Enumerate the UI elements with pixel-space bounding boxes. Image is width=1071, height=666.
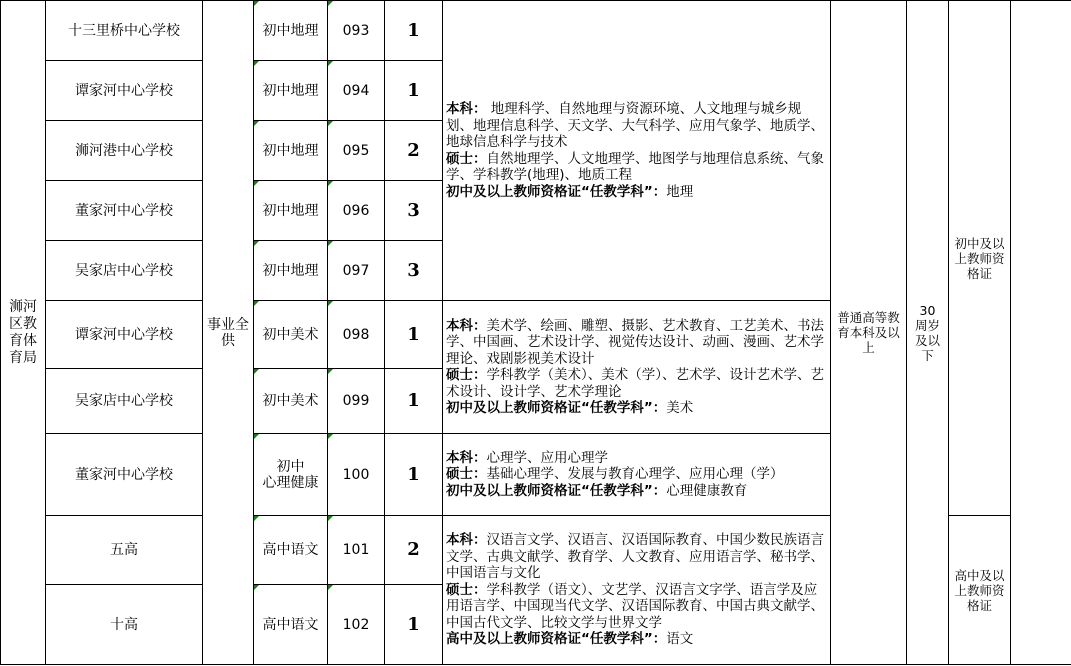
cert-subject: 语文 [666, 631, 694, 648]
school-cell: 吴家店中心学校 [46, 369, 203, 434]
ss-majors: 学科教学（语文）、文艺学、汉语言文字学、语言学及应用语言学、中国现当代文学、汉语国际教育、中国古典文献学、中国古代文学、比较文学与世界文学 [446, 581, 824, 631]
bk-label: 本科： [446, 317, 487, 334]
bk-majors: 地理科学、自然地理与资源环境、人文地理与城乡规划、地理信息科学、天文学、大气科学、应用气象学、地质学、地球信息科学与技术 [446, 101, 824, 150]
position-code: 097 [328, 241, 385, 301]
cert-label: 初中及以上教师资格证“任教学科”： [446, 400, 667, 416]
position-code: 096 [328, 181, 385, 241]
cert-label: 初中及以上教师资格证“任教学科”： [446, 183, 667, 200]
hire-count: 1 [385, 585, 443, 665]
education-label: 普通高等教育本科及以上 [837, 310, 900, 355]
school-cell: 吴家店中心学校 [46, 241, 203, 301]
bk-majors: 美术学、绘画、雕塑、摄影、艺术教育、工艺美术、书法学、中国画、艺术设计学、视觉传达设计、动画、漫画、艺术学理论、戏剧影视美术设计 [446, 317, 824, 367]
ss-label: 硕士： [446, 466, 487, 483]
subject-line-1: 初中 [276, 458, 305, 475]
bk-label: 本科： [446, 101, 487, 117]
subject-cell: 初中地理 [254, 181, 328, 241]
subject-cell: 初中美术 [254, 369, 328, 434]
cert-subject: 地理 [666, 183, 694, 200]
school-cell: 十高 [46, 585, 203, 665]
education-cell [831, 1, 907, 665]
ss-majors: 学科教学（美术）、美术（学）、艺术学、设计艺术学、艺术设计、设计学、艺术学理论 [446, 367, 824, 400]
position-code: 098 [328, 301, 385, 369]
position-code: 102 [328, 585, 385, 665]
bk-majors: 心理学、应用心理学 [486, 449, 608, 466]
position-code: 101 [328, 516, 385, 585]
bk-label: 本科： [446, 532, 487, 549]
age-cell [907, 1, 949, 665]
requirements-art [443, 301, 831, 434]
ss-label: 硕士： [446, 367, 487, 383]
hire-count: 1 [385, 301, 443, 369]
position-code: 094 [328, 61, 385, 121]
subject-cell: 初中地理 [254, 61, 328, 121]
funding-label: 事业全供 [207, 316, 249, 349]
blank-column [1011, 1, 1071, 665]
ss-majors: 基础心理学、发展与教育心理学、应用心理（学） [486, 466, 784, 483]
cert-middle-label: 初中及以上教师资格证 [954, 235, 1005, 281]
position-code: 095 [328, 121, 385, 181]
bureau-label: 浉河区教育体育局 [9, 298, 37, 366]
bk-label: 本科： [446, 449, 487, 466]
requirements-psychology [443, 434, 831, 516]
school-cell: 谭家河中心学校 [46, 301, 203, 369]
cert-label: 初中及以上教师资格证“任教学科”： [446, 482, 667, 499]
school-cell: 五高 [46, 516, 203, 585]
hire-count: 1 [385, 434, 443, 516]
hire-count: 2 [385, 516, 443, 585]
hire-count: 2 [385, 121, 443, 181]
subject-line-2: 心理健康 [262, 474, 319, 491]
subject-cell: 初中地理 [254, 121, 328, 181]
subject-cell: 初中地理 [254, 241, 328, 301]
school-cell: 谭家河中心学校 [46, 61, 203, 121]
hire-count: 1 [385, 61, 443, 121]
position-code: 099 [328, 369, 385, 434]
bureau-cell [1, 1, 46, 665]
cert-middle-cell [949, 1, 1011, 516]
hire-count: 1 [385, 1, 443, 61]
cert-subject: 美术 [666, 400, 694, 416]
position-code: 100 [328, 434, 385, 516]
subject-cell: 高中语文 [254, 516, 328, 585]
hire-count: 1 [385, 369, 443, 434]
age-label: 30周岁及以下 [914, 302, 940, 363]
subject-cell [254, 434, 328, 516]
school-cell: 董家河中心学校 [46, 181, 203, 241]
school-cell: 浉河港中心学校 [46, 121, 203, 181]
cert-high-cell [949, 516, 1011, 665]
ss-label: 硕士： [446, 581, 487, 598]
bk-majors: 汉语言文学、汉语言、汉语国际教育、中国少数民族语言文学、古典文献学、教育学、人文教育、应用语言学、秘书学、中国语言与文化 [446, 532, 824, 582]
cert-high-label: 高中及以上教师资格证 [954, 567, 1005, 613]
ss-majors: 自然地理学、人文地理学、地图学与地理信息系统、气象学、学科教学(地理)、地质工程 [446, 150, 824, 183]
cert-subject: 心理健康教育 [666, 482, 748, 499]
subject-cell: 高中语文 [254, 585, 328, 665]
position-code: 093 [328, 1, 385, 61]
requirements-geography [443, 1, 831, 301]
school-cell: 董家河中心学校 [46, 434, 203, 516]
requirements-chinese [443, 516, 831, 665]
funding-cell [203, 1, 254, 665]
cert-label: 高中及以上教师资格证“任教学科”： [446, 631, 667, 648]
school-cell: 十三里桥中心学校 [46, 1, 203, 61]
subject-cell: 初中地理 [254, 1, 328, 61]
hire-count: 3 [385, 181, 443, 241]
hire-count: 3 [385, 241, 443, 301]
ss-label: 硕士： [446, 150, 487, 167]
subject-cell: 初中美术 [254, 301, 328, 369]
